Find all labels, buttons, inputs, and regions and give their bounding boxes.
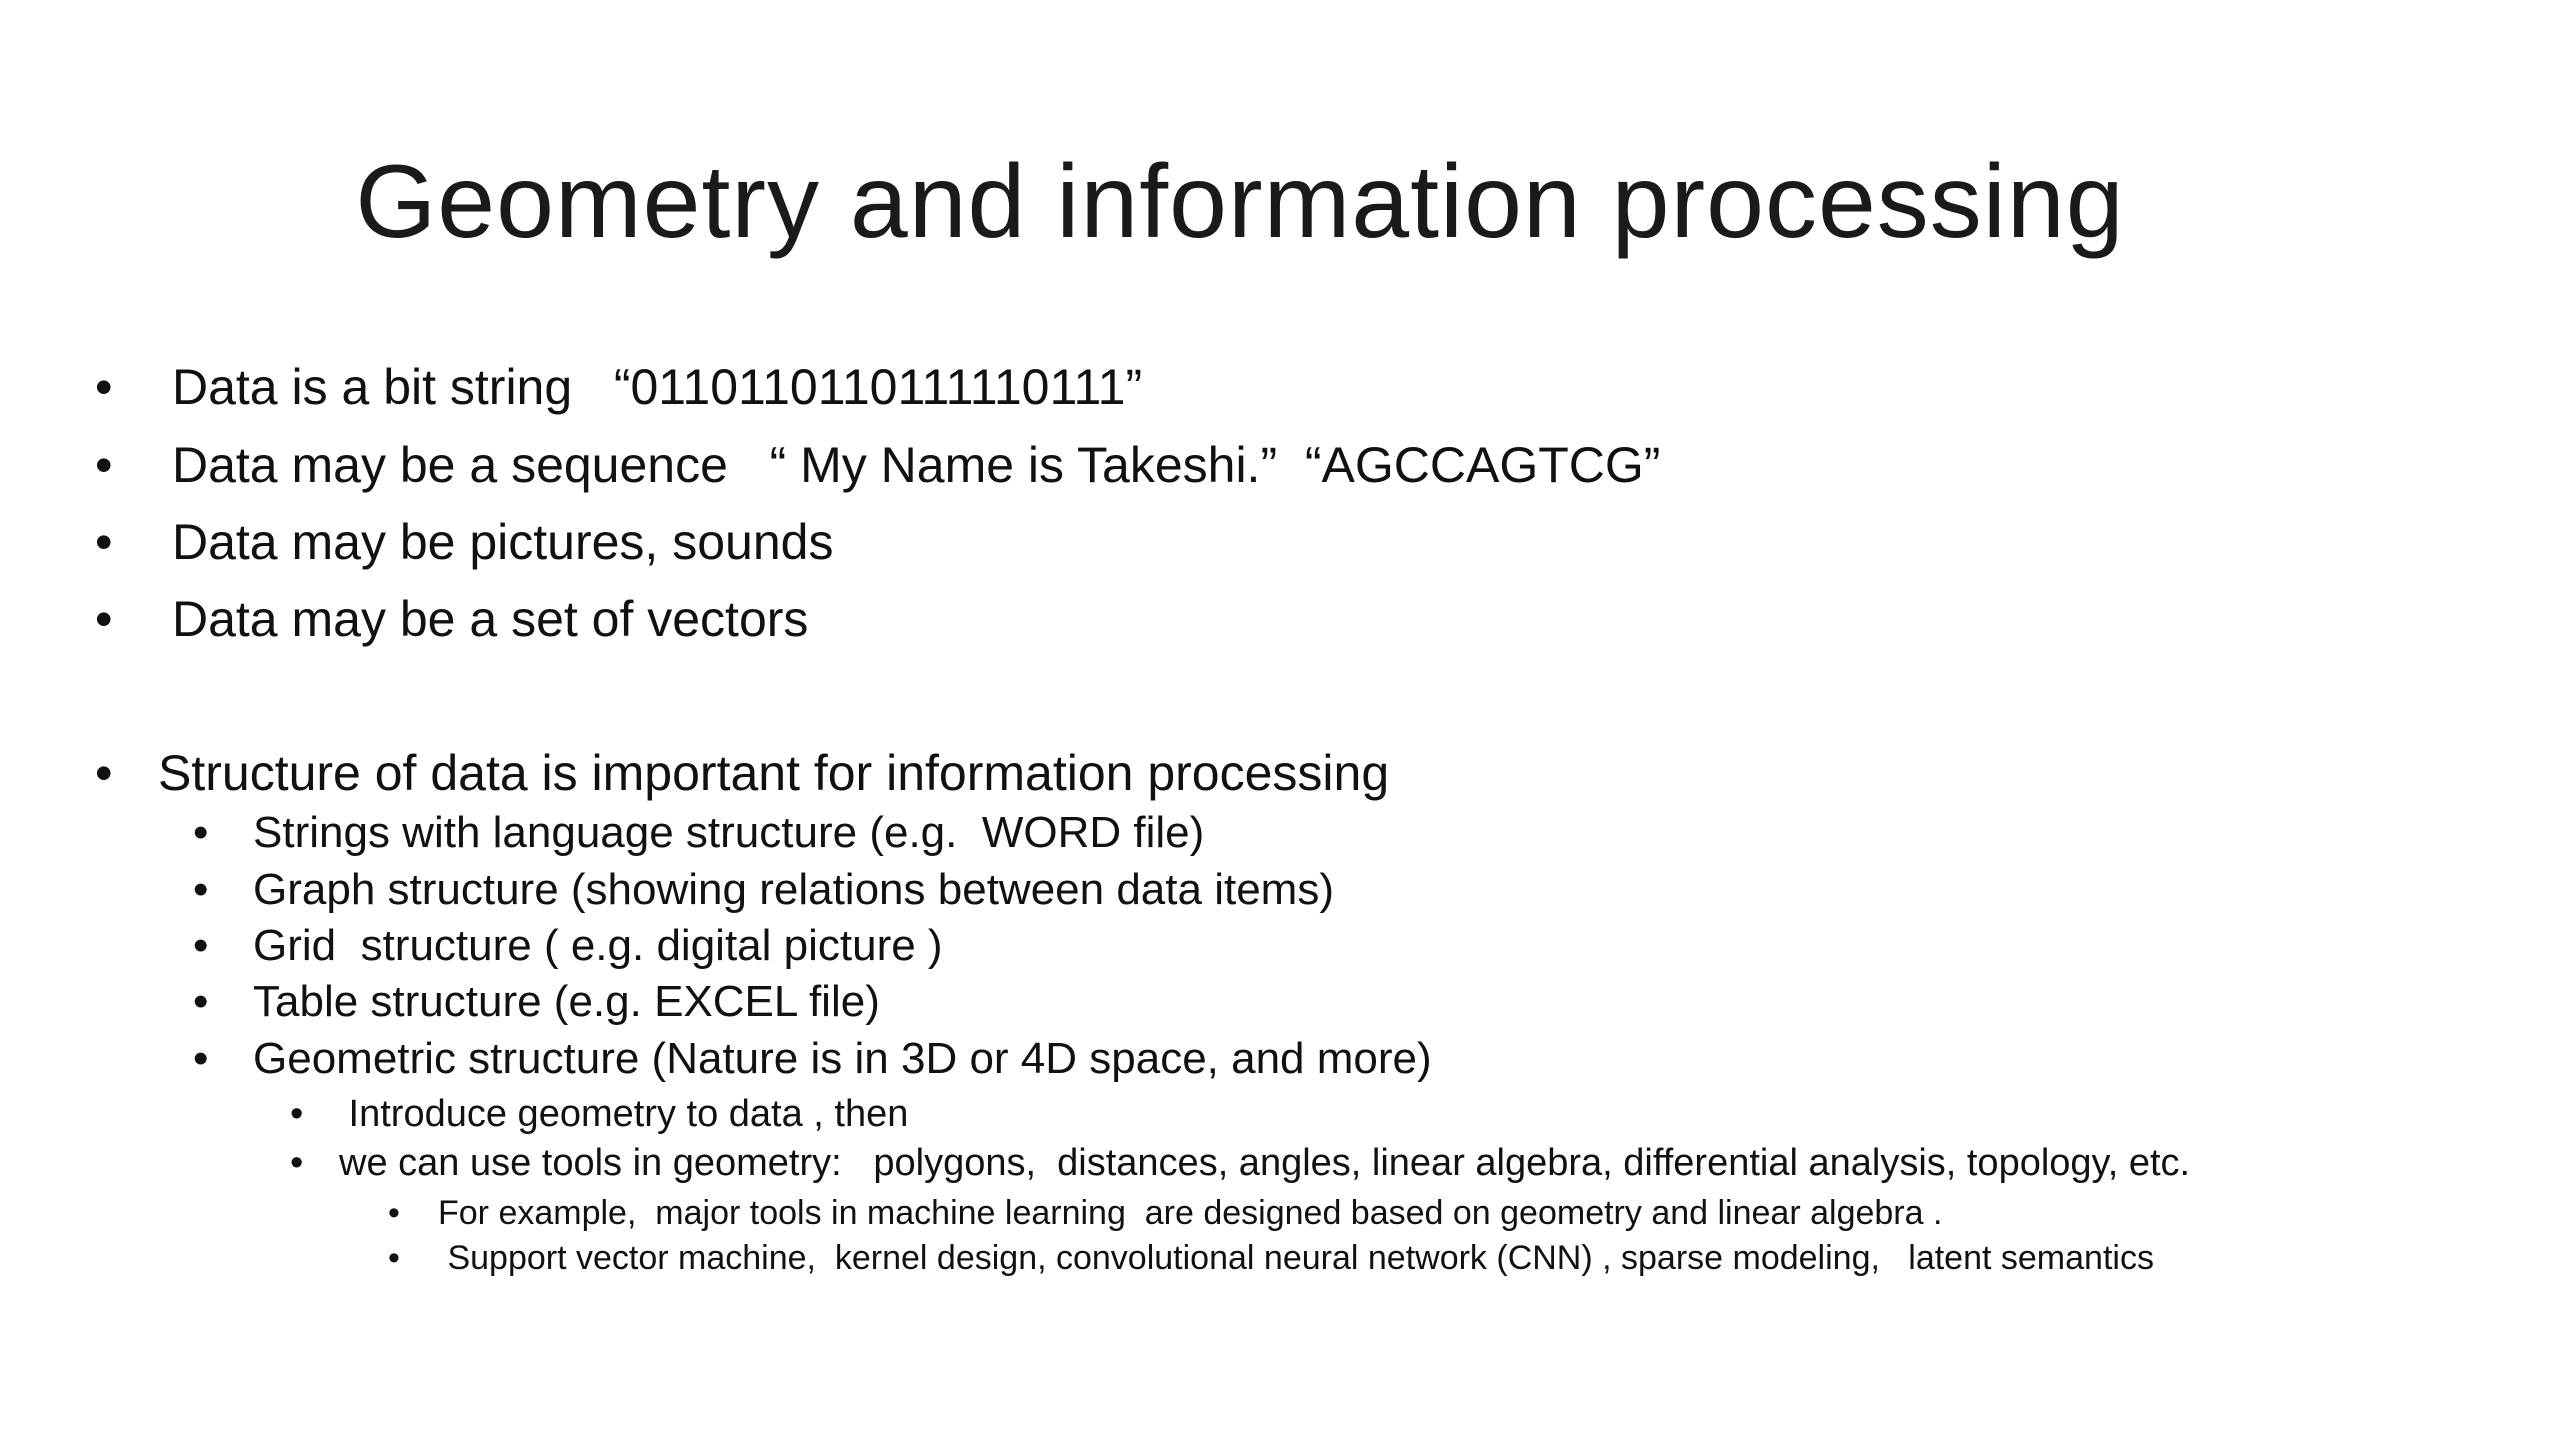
bullet-text: we can use tools in geometry: polygons, distances, angles, linear algebra, differential analysis, topology, etc. xyxy=(339,1142,2191,1184)
bullet-text: Data may be a set of vectors xyxy=(172,591,809,647)
bullet-text: Data is a bit string “0110110110111110111” xyxy=(172,359,1143,415)
bullet-icon: • xyxy=(388,1194,400,1232)
bullet-text: Table structure (e.g. EXCEL file) xyxy=(253,977,880,1026)
bullet-heading: Structure of data is important for information processing xyxy=(158,745,1390,801)
bullet-item xyxy=(95,590,808,648)
sub-bullet-item xyxy=(193,865,1334,915)
bullet-item xyxy=(95,358,1142,416)
bullet-icon: • xyxy=(95,591,113,647)
bullet-icon: • xyxy=(95,359,113,415)
bullet-item xyxy=(95,744,1389,802)
bullet-icon: • xyxy=(95,514,113,570)
bullet-text: Geometric structure (Nature is in 3D or 4D space, and more) xyxy=(253,1034,1432,1083)
sub-sub-sub-bullet-item xyxy=(388,1194,1942,1233)
bullet-text: Support vector machine, kernel design, convolutional neural network (CNN) , sparse modeling, latent semantics xyxy=(438,1239,2154,1277)
bullet-text: Strings with language structure (e.g. WORD file) xyxy=(253,808,1205,857)
bullet-text: Data may be pictures, sounds xyxy=(172,514,834,570)
bullet-icon: • xyxy=(290,1093,304,1135)
sub-sub-sub-bullet-item xyxy=(388,1239,2154,1278)
bullet-text: Grid structure ( e.g. digital picture ) xyxy=(253,921,943,970)
bullet-item xyxy=(95,436,1660,494)
bullet-icon: • xyxy=(95,745,113,801)
sub-bullet-item xyxy=(193,977,880,1027)
slide-title: Geometry and information processing xyxy=(355,144,2125,260)
bullet-text: Data may be a sequence “ My Name is Takeshi.” “AGCCAGTCG” xyxy=(172,437,1661,493)
sub-bullet-item xyxy=(193,808,1204,858)
bullet-item xyxy=(95,513,833,571)
bullet-icon: • xyxy=(193,1034,209,1083)
bullet-icon: • xyxy=(290,1142,304,1184)
bullet-text: Graph structure (showing relations between data items) xyxy=(253,865,1334,914)
bullet-icon: • xyxy=(388,1239,400,1277)
bullet-text: Introduce geometry to data , then xyxy=(338,1093,909,1135)
bullet-text: For example, major tools in machine learning are designed based on geometry and linear algebra . xyxy=(438,1194,1943,1232)
bullet-icon: • xyxy=(95,437,113,493)
sub-bullet-item xyxy=(193,921,943,971)
sub-sub-bullet-item xyxy=(290,1093,908,1136)
bullet-icon: • xyxy=(193,921,209,970)
sub-sub-bullet-item xyxy=(290,1142,2190,1185)
bullet-icon: • xyxy=(193,808,209,857)
bullet-icon: • xyxy=(193,865,209,914)
sub-bullet-item xyxy=(193,1034,1432,1084)
bullet-icon: • xyxy=(193,977,209,1026)
